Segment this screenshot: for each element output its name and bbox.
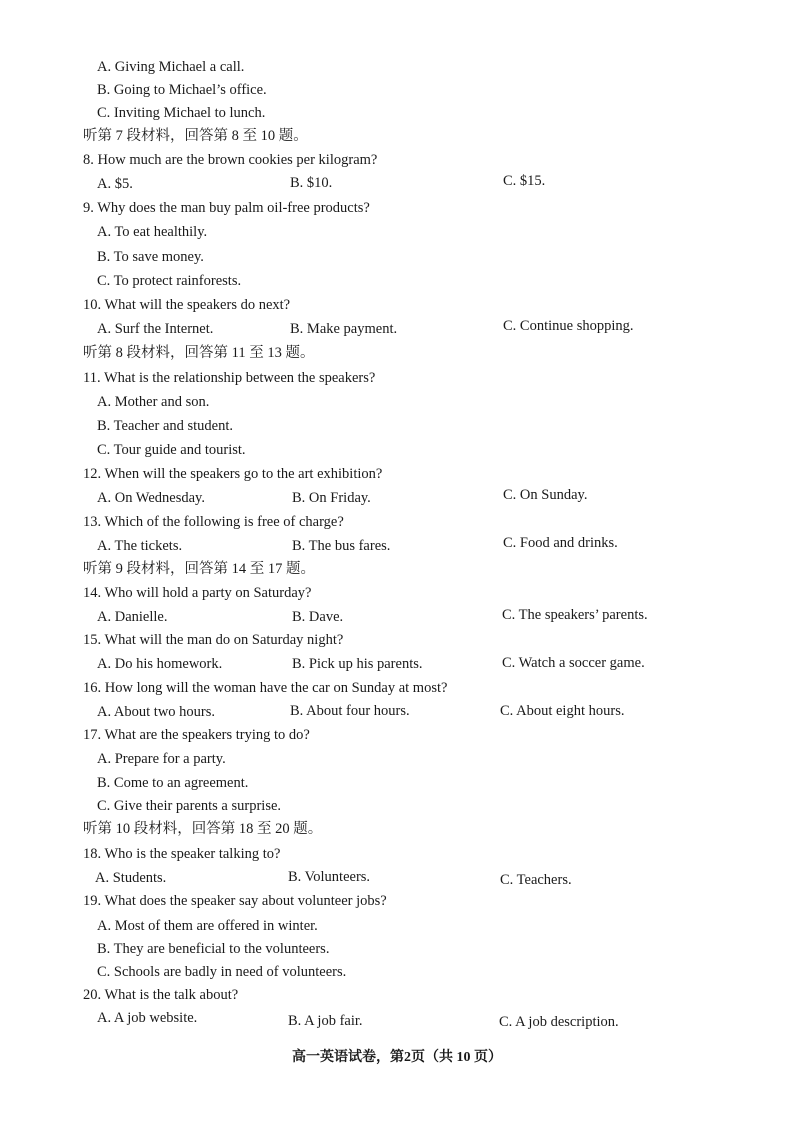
option-14c: C. The speakers’ parents. <box>502 607 648 623</box>
option-9b: B. To save money. <box>97 249 204 265</box>
question-15: 15. What will the man do on Saturday night? <box>83 632 344 648</box>
option-16c: C. About eight hours. <box>500 703 625 719</box>
option-14b: B. Dave. <box>292 609 344 625</box>
option-18b: B. Volunteers. <box>288 869 371 885</box>
question-9: 9. Why does the man buy palm oil-free products? <box>83 200 370 216</box>
question-20: 20. What is the talk about? <box>83 987 239 1003</box>
option-16a: A. About two hours. <box>97 704 216 720</box>
question-13: 13. Which of the following is free of charge? <box>83 514 344 530</box>
option-10b: B. Make payment. <box>290 321 398 337</box>
option-7c: C. Inviting Michael to lunch. <box>97 105 266 121</box>
option-15a: A. Do his homework. <box>97 656 223 672</box>
option-10c: C. Continue shopping. <box>503 318 634 334</box>
option-16b: B. About four hours. <box>290 703 410 719</box>
option-20b: B. A job fair. <box>288 1013 363 1029</box>
option-20c: C. A job description. <box>499 1014 619 1030</box>
question-12: 12. When will the speakers go to the art exhibition? <box>83 466 383 482</box>
option-9a: A. To eat healthily. <box>97 224 208 240</box>
option-15c: C. Watch a soccer game. <box>502 655 645 671</box>
section-heading-8: 听第 8 段材料，回答第 11 至 13 题。 <box>83 345 315 361</box>
option-14a: A. Danielle. <box>97 609 168 625</box>
option-12c: C. On Sunday. <box>503 487 588 503</box>
page-footer: 高一英语试卷，第2页（共 10 页） <box>292 1050 502 1065</box>
option-11b: B. Teacher and student. <box>97 418 234 434</box>
option-20a: A. A job website. <box>97 1010 198 1026</box>
option-17b: B. Come to an agreement. <box>97 775 249 791</box>
question-16: 16. How long will the woman have the car on Sunday at most? <box>83 680 448 696</box>
question-10: 10. What will the speakers do next? <box>83 297 291 313</box>
question-14: 14. Who will hold a party on Saturday? <box>83 585 312 601</box>
option-18c: C. Teachers. <box>500 872 572 888</box>
option-13b: B. The bus fares. <box>292 538 391 554</box>
question-19: 19. What does the speaker say about volunteer jobs? <box>83 893 387 909</box>
option-18a: A. Students. <box>95 870 167 886</box>
option-12a: A. On Wednesday. <box>97 490 205 506</box>
option-13c: C. Food and drinks. <box>503 535 618 551</box>
option-19a: A. Most of them are offered in winter. <box>97 918 318 934</box>
question-8: 8. How much are the brown cookies per kilogram? <box>83 152 378 168</box>
section-heading-10: 听第 10 段材料，回答第 18 至 20 题。 <box>83 821 323 837</box>
section-heading-9: 听第 9 段材料，回答第 14 至 17 题。 <box>83 561 315 577</box>
question-18: 18. Who is the speaker talking to? <box>83 846 281 862</box>
option-15b: B. Pick up his parents. <box>292 656 423 672</box>
option-7a: A. Giving Michael a call. <box>97 59 245 75</box>
option-8b: B. $10. <box>290 175 333 191</box>
option-17c: C. Give their parents a surprise. <box>97 798 282 814</box>
option-10a: A. Surf the Internet. <box>97 321 214 337</box>
option-19c: C. Schools are badly in need of volunteers. <box>97 964 347 980</box>
option-12b: B. On Friday. <box>292 490 371 506</box>
option-8a: A. $5. <box>97 176 133 192</box>
option-11c: C. Tour guide and tourist. <box>97 442 246 458</box>
option-9c: C. To protect rainforests. <box>97 273 242 289</box>
question-11: 11. What is the relationship between the speakers? <box>83 370 376 386</box>
option-8c: C. $15. <box>503 173 546 189</box>
question-17: 17. What are the speakers trying to do? <box>83 727 310 743</box>
option-19b: B. They are beneficial to the volunteers. <box>97 941 330 957</box>
section-heading-7: 听第 7 段材料，回答第 8 至 10 题。 <box>83 128 308 144</box>
option-11a: A. Mother and son. <box>97 394 210 410</box>
option-17a: A. Prepare for a party. <box>97 751 226 767</box>
option-13a: A. The tickets. <box>97 538 183 554</box>
option-7b: B. Going to Michael’s office. <box>97 82 267 98</box>
